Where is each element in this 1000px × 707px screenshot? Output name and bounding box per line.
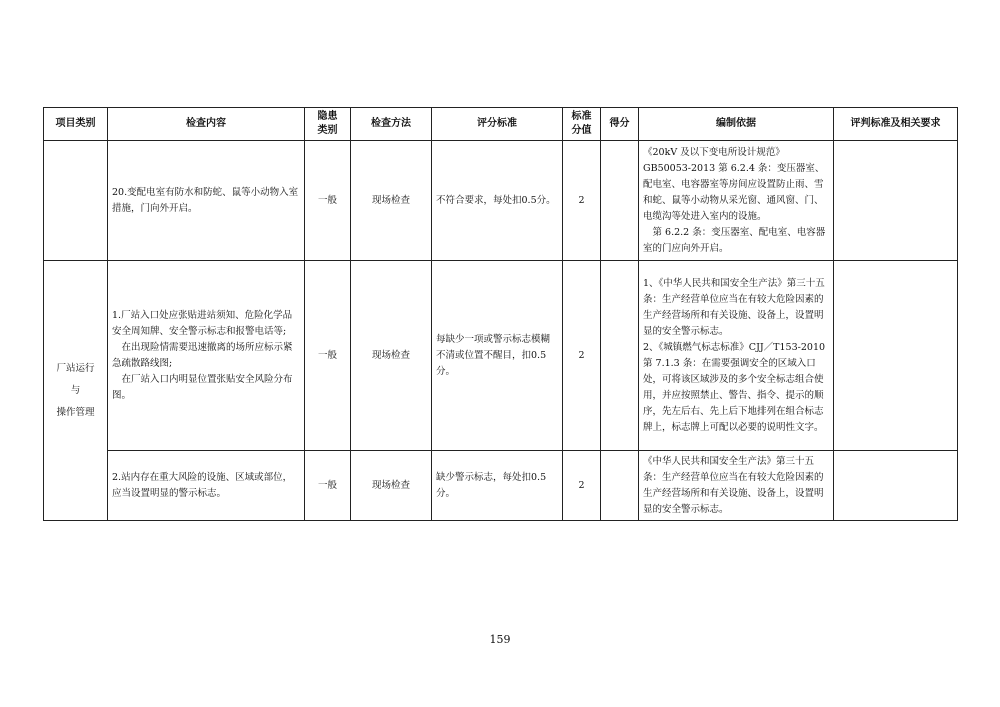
header-content: 检查内容 — [108, 108, 305, 141]
cell-method: 现场检查 — [351, 141, 432, 261]
header-hazard: 隐患 类别 — [305, 108, 351, 141]
cell-got — [601, 141, 639, 261]
cell-got — [601, 261, 639, 451]
cell-hazard: 一般 — [305, 141, 351, 261]
cell-score: 2 — [563, 451, 601, 521]
cell-judge — [834, 451, 958, 521]
cell-content: 20.变配电室有防水和防蛇、鼠等小动物入室措施，门向外开启。 — [108, 141, 305, 261]
header-got: 得分 — [601, 108, 639, 141]
header-category: 项目类别 — [44, 108, 108, 141]
inspection-table — [43, 107, 958, 521]
table-row — [44, 261, 958, 451]
header-basis: 编制依据 — [639, 108, 834, 141]
cell-category: 厂站运行 与 操作管理 — [44, 261, 108, 521]
cell-content: 2.站内存在重大风险的设施、区域或部位，应当设置明显的警示标志。 — [108, 451, 305, 521]
cell-category — [44, 141, 108, 261]
cell-method: 现场检查 — [351, 261, 432, 451]
header-method: 检查方法 — [351, 108, 432, 141]
table-row — [44, 141, 958, 261]
cell-method: 现场检查 — [351, 451, 432, 521]
table-header-row — [44, 108, 958, 141]
table-row — [44, 451, 958, 521]
header-score: 标准 分值 — [563, 108, 601, 141]
header-judge: 评判标准及相关要求 — [834, 108, 958, 141]
cell-judge — [834, 141, 958, 261]
cell-judge — [834, 261, 958, 451]
cell-got — [601, 451, 639, 521]
cell-basis: 1、《中华人民共和国安全生产法》第三十五条：生产经营单位应当在有较大危险因素的生产经营场所和有关设施、设备上，设置明显的安全警示标志。 2、《城镇燃气标志标准》CJJ／T153-2010 第 7.1.3 条：在需要强调安全的区域入口处，可将该区域涉及的多个安全标志组合使用，并应按照禁止、警告、指令、提示的顺序，先左后右、先上后下地排列在组合标志牌上，标志牌上可配以必要的说明性文字。 — [639, 261, 834, 451]
header-criteria: 评分标准 — [432, 108, 563, 141]
cell-criteria: 不符合要求，每处扣0.5分。 — [432, 141, 563, 261]
cell-basis: 《中华人民共和国安全生产法》第三十五条：生产经营单位应当在有较大危险因素的生产经营场所和有关设施、设备上，设置明显的安全警示标志。 — [639, 451, 834, 521]
cell-score: 2 — [563, 141, 601, 261]
cell-basis: 《20kV 及以下变电所设计规范》GB50053-2013 第 6.2.4 条：变压器室、配电室、电容器室等房间应设置防止雨、雪和蛇、鼠等小动物从采光窗、通风窗、门、电缆沟等处进入室内的设施。 第 6.2.2 条：变压器室、配电室、电容器室的门应向外开启。 — [639, 141, 834, 261]
cell-hazard: 一般 — [305, 451, 351, 521]
cell-criteria: 缺少警示标志，每处扣0.5分。 — [432, 451, 563, 521]
cell-criteria: 每缺少一项或警示标志模糊不清或位置不醒目，扣0.5分。 — [432, 261, 563, 451]
cell-hazard: 一般 — [305, 261, 351, 451]
cell-score: 2 — [563, 261, 601, 451]
page-number: 159 — [489, 633, 511, 646]
cell-content: 1.厂站入口处应张贴进站须知、危险化学品安全周知牌、安全警示标志和报警电话等; 在出现险情需要迅速撤离的场所应标示紧急疏散路线图; 在厂站入口内明显位置张贴安全风险分布图。 — [108, 261, 305, 451]
